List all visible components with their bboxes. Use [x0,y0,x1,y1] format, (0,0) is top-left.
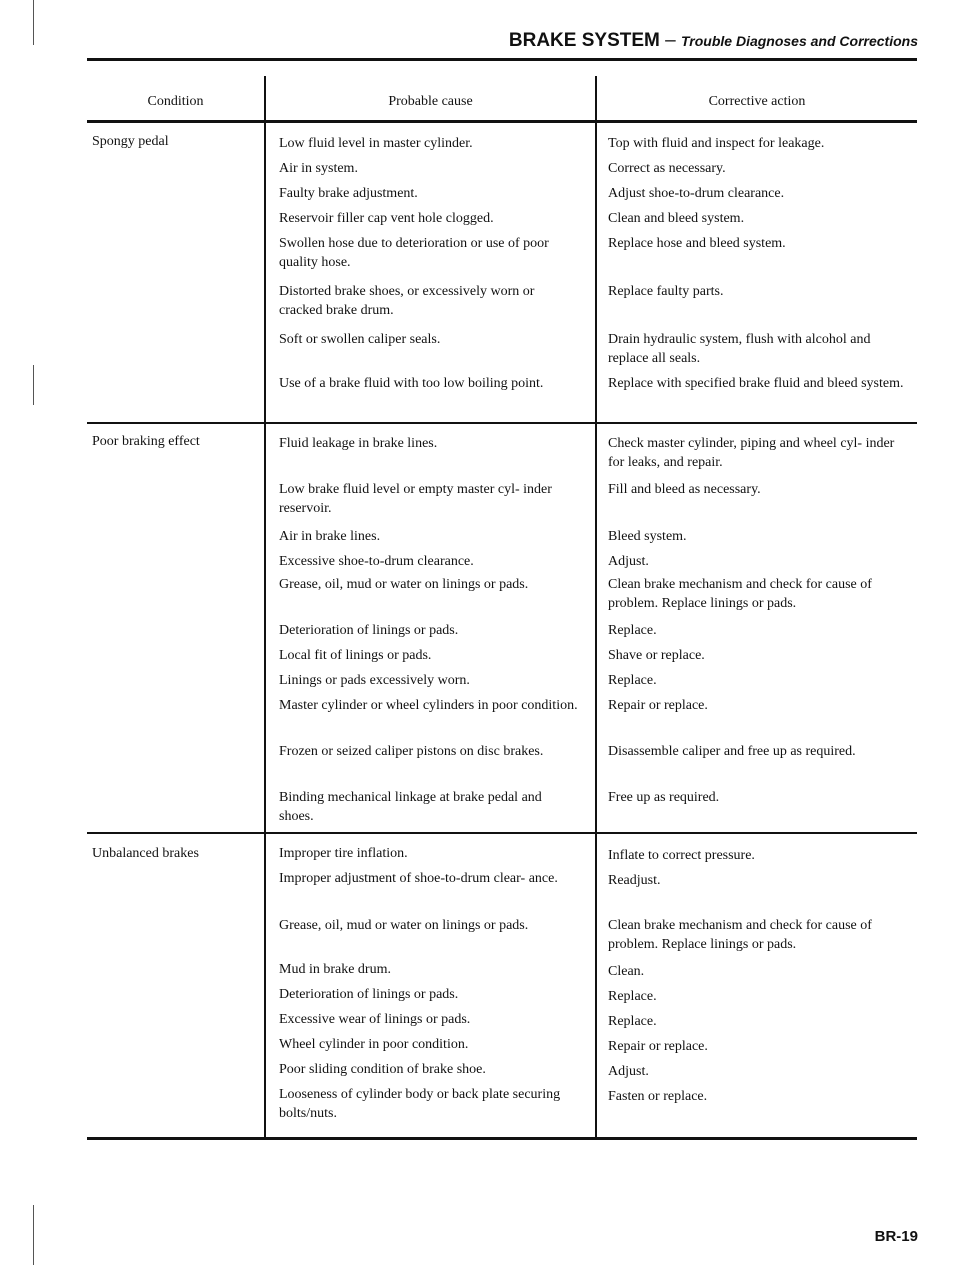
header-subtitle: Trouble Diagnoses and Corrections [680,33,918,49]
scan-margin-line [33,1205,34,1265]
action-cell: Adjust. [608,1064,649,1079]
cause-cell: Soft or swollen caliper seals. [279,332,441,347]
cause-cell: Binding mechanical linkage at brake pedal and shoes. [279,790,542,824]
cause-cell: Faulty brake adjustment. [279,186,418,201]
column-header-probable-cause: Probable cause [388,94,473,109]
action-cell: Clean. [608,964,645,979]
header-title: BRAKE SYSTEM [508,30,660,51]
scan-margin-line [33,0,34,45]
scan-margin-line [33,365,34,405]
action-cell: Bleed system. [608,529,687,544]
action-cell: Replace faulty parts. [608,284,724,299]
cause-cell: Low fluid level in master cylinder. [279,136,473,151]
action-cell: Adjust. [608,554,649,569]
condition-unbalanced-brakes: Unbalanced brakes [92,846,199,861]
cause-cell: Improper tire inflation. [279,846,408,861]
action-cell: Shave or replace. [608,648,705,663]
cause-cell: Low brake fluid level or empty master cyl- inder reservoir. [279,482,552,516]
group-divider [87,832,917,834]
action-cell: Readjust. [608,873,661,888]
column-header-condition: Condition [147,94,204,109]
action-cell: Clean brake mechanism and check for cause of problem. Replace linings or pads. [608,577,872,611]
condition-poor-braking-effect: Poor braking effect [92,434,200,449]
action-cell: Repair or replace. [608,1039,708,1054]
cause-cell: Wheel cylinder in poor condition. [279,1037,469,1052]
action-cell: Replace. [608,989,657,1004]
action-cell: Clean brake mechanism and check for cause of problem. Replace linings or pads. [608,918,872,952]
action-cell: Disassemble caliper and free up as required. [608,744,856,759]
action-cell: Drain hydraulic system, flush with alcohol and replace all seals. [608,332,871,366]
cause-cell: Air in system. [279,161,358,176]
cause-cell: Linings or pads excessively worn. [279,673,470,688]
cause-cell: Grease, oil, mud or water on linings or pads. [279,918,529,933]
cause-cell: Swollen hose due to deterioration or use of poor quality hose. [279,236,549,270]
action-cell: Replace. [608,623,657,638]
action-cell: Replace. [608,673,657,688]
cause-cell: Distorted brake shoes, or excessively worn or cracked brake drum. [279,284,535,318]
cause-cell: Deterioration of linings or pads. [279,623,459,638]
action-cell: Top with fluid and inspect for leakage. [608,136,825,151]
action-cell: Replace. [608,1014,657,1029]
cause-cell: Excessive wear of linings or pads. [279,1012,471,1027]
cause-cell: Use of a brake fluid with too low boiling point. [279,376,544,391]
header-dash: – [659,30,681,51]
cause-cell: Local fit of linings or pads. [279,648,432,663]
condition-spongy-pedal: Spongy pedal [92,134,169,149]
action-cell: Clean and bleed system. [608,211,745,226]
action-cell: Adjust shoe-to-drum clearance. [608,186,785,201]
cause-cell: Grease, oil, mud or water on linings or pads. [279,577,529,592]
column-header-corrective-action: Corrective action [708,94,806,109]
action-cell: Free up as required. [608,790,720,805]
cause-cell: Air in brake lines. [279,529,381,544]
cause-cell: Mud in brake drum. [279,962,391,977]
cause-cell: Reservoir filler cap vent hole clogged. [279,211,494,226]
column-divider [264,76,266,1137]
column-divider [595,76,597,1137]
cause-cell: Looseness of cylinder body or back plate securing bolts/nuts. [279,1087,561,1121]
cause-cell: Master cylinder or wheel cylinders in poor condition. [279,698,578,713]
action-cell: Replace with specified brake fluid and bleed system. [608,376,904,391]
cause-cell: Fluid leakage in brake lines. [279,436,438,451]
action-cell: Replace hose and bleed system. [608,236,786,251]
cause-cell: Poor sliding condition of brake shoe. [279,1062,486,1077]
group-divider [87,422,917,424]
action-cell: Repair or replace. [608,698,708,713]
header-rule [87,58,917,61]
cause-cell: Excessive shoe-to-drum clearance. [279,554,474,569]
page-number: BR-19 [874,1228,918,1245]
cause-cell: Improper adjustment of shoe-to-drum clear- ance. [279,871,558,886]
diagnosis-table [87,76,917,1140]
cause-cell: Deterioration of linings or pads. [279,987,459,1002]
cause-cell: Frozen or seized caliper pistons on disc brakes. [279,744,544,759]
action-cell: Correct as necessary. [608,161,726,176]
header-divider [87,120,917,123]
action-cell: Fill and bleed as necessary. [608,482,761,497]
action-cell: Check master cylinder, piping and wheel cyl- inder for leaks, and repair. [608,436,895,470]
page-header [509,30,918,52]
action-cell: Fasten or replace. [608,1089,708,1104]
action-cell: Inflate to correct pressure. [608,848,755,863]
